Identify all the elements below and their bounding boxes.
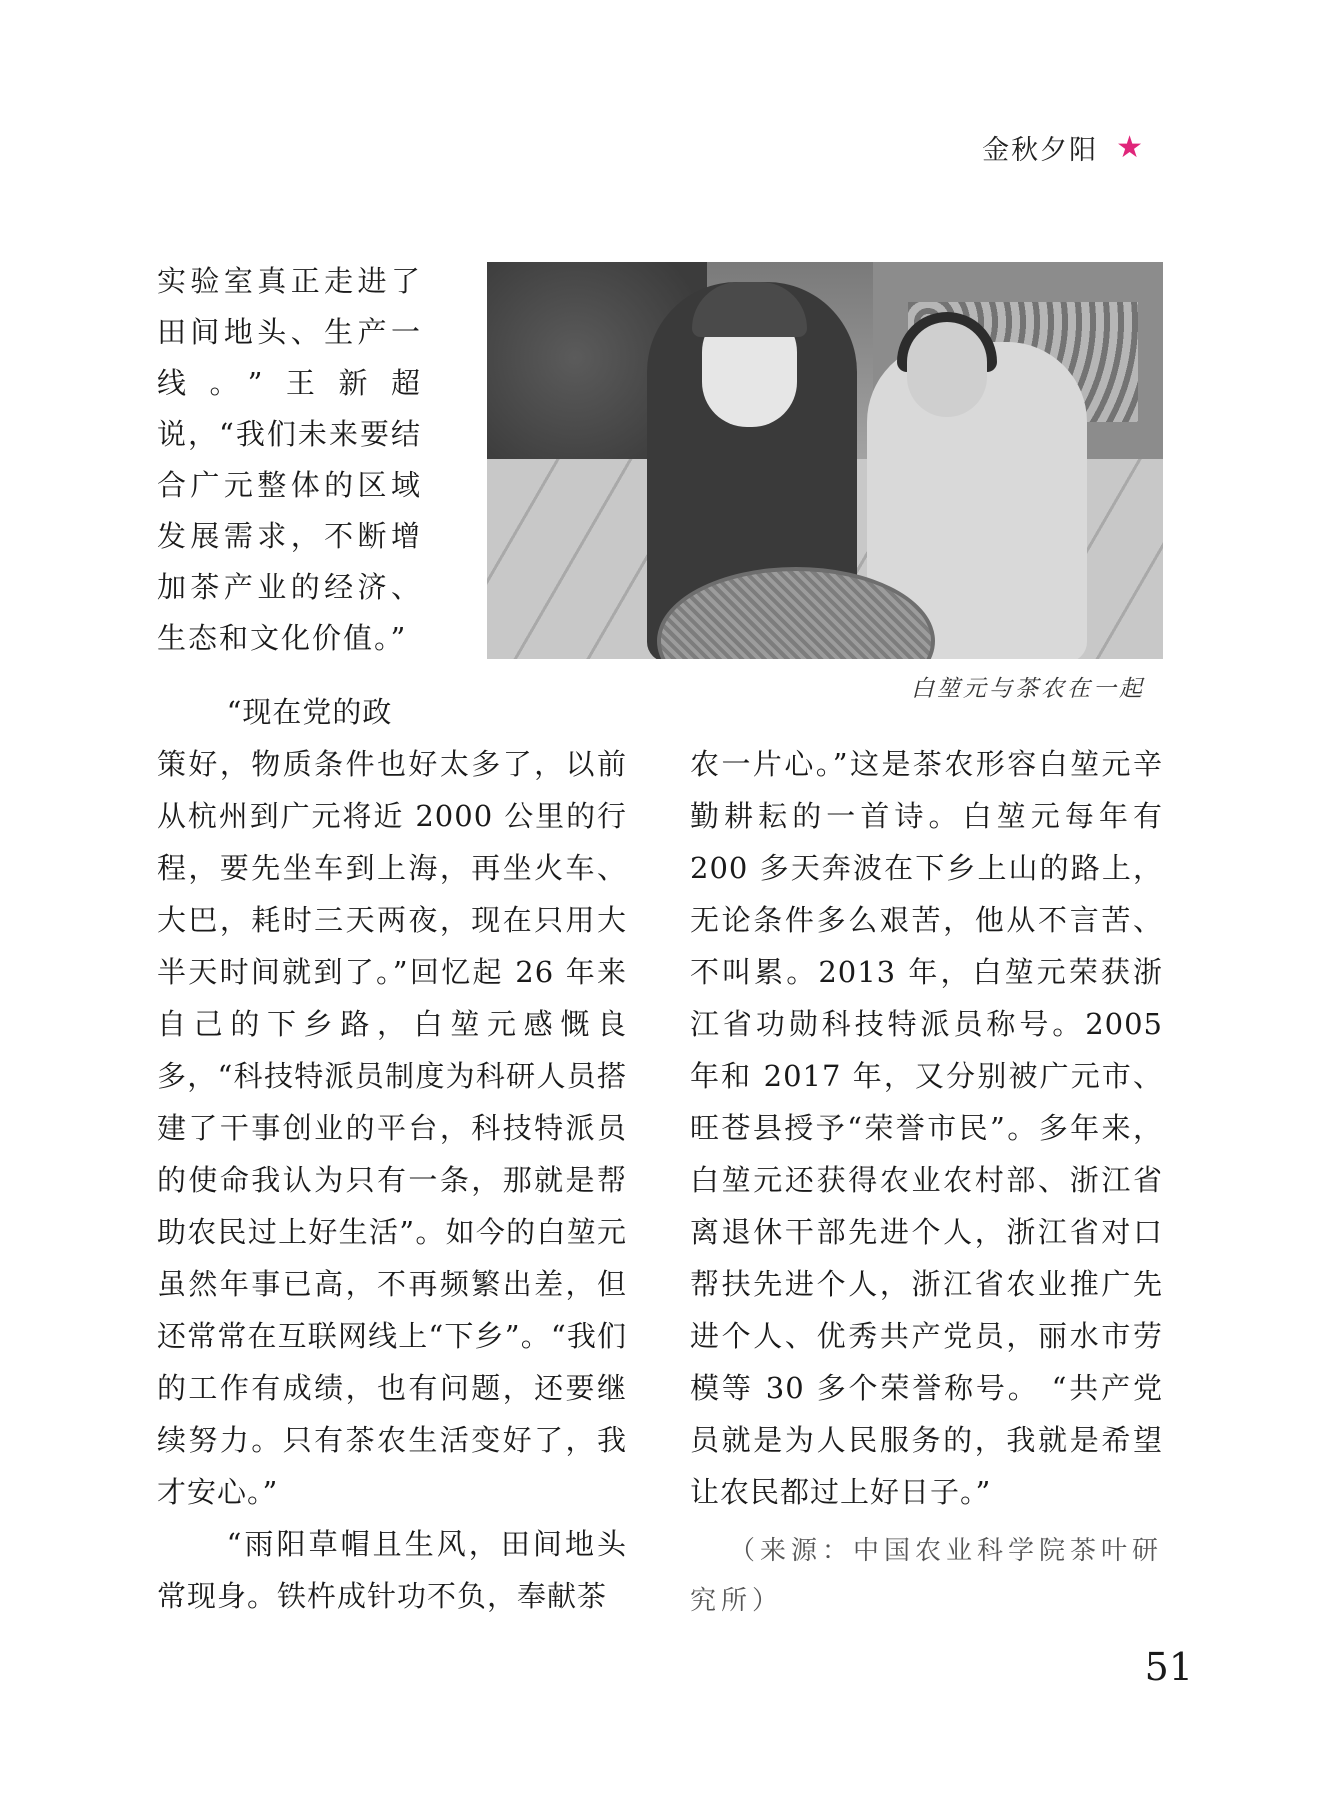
source-note: （来源：中国农业科学院茶叶研究所） <box>690 1536 1164 1616</box>
paragraph-honors: 农一片心。”这是茶农形容白堃元辛勤耕耘的一首诗。白堃元每年有 200 多天奔波在下乡上山的路上，无论条件多么艰苦，他从不言苦、不叫累。2013 年，白堃元荣获浙江省功勋科技特派员称号。2005 年和 2017 年，又分别被广元市、旺苍县授予“荣誉市民”。多年来，白堃元还获得农业农村部、浙江省离退休干部先进个人，浙江省对口帮扶先进个人，浙江省农业推广先进个人、优秀共产党员，丽水市劳模等 30 多个荣誉称号。 “共产党员就是为人民服务的，我就是希望让农民都过上好日子。” <box>690 747 1163 1509</box>
running-header <box>982 128 1145 167</box>
page-number: 51 <box>1144 1645 1193 1689</box>
right-column <box>690 738 1163 1626</box>
paragraph-quote: 策好，物质条件也好太多了，以前从杭州到广元将近 2000 公里的行程，要先坐车到上海，再坐火车、大巴，耗时三天两夜，现在只用大半天时间就到了。”回忆起 26 年来自己的下乡路，白堃元感慨良多，“科技特派员制度为科研人员搭建了干事创业的平台，科技特派员的使命我认为只有一条，那就是帮助农民过上好生活”。如今的白堃元虽然年事已高，不再频繁出差，但还常常在互联网线上“下乡”。“我们的工作有成绩，也有问题，还要继续努力。只有茶农生活变好了，我才安心。” <box>157 747 627 1509</box>
left-column <box>157 686 627 1622</box>
star-icon: ★ <box>1116 129 1145 165</box>
photo-caption: 白堃元与茶农在一起 <box>911 676 1145 702</box>
paragraph-intro-end: 实验室真正走进了田间地头、生产一线。”王新超说，“我们未来要结合广元整体的区域发展需求，不断增加茶产业的经济、生态和文化价值。” <box>157 264 422 655</box>
paragraph-quote-start: “现在党的政 <box>226 695 393 729</box>
paragraph-poem: “雨阳草帽且生风，田间地头常现身。铁杵成针功不负，奉献茶 <box>157 1527 627 1613</box>
article-photo <box>487 262 1163 659</box>
section-title: 金秋夕阳 <box>982 135 1099 166</box>
left-column-top <box>157 256 422 664</box>
